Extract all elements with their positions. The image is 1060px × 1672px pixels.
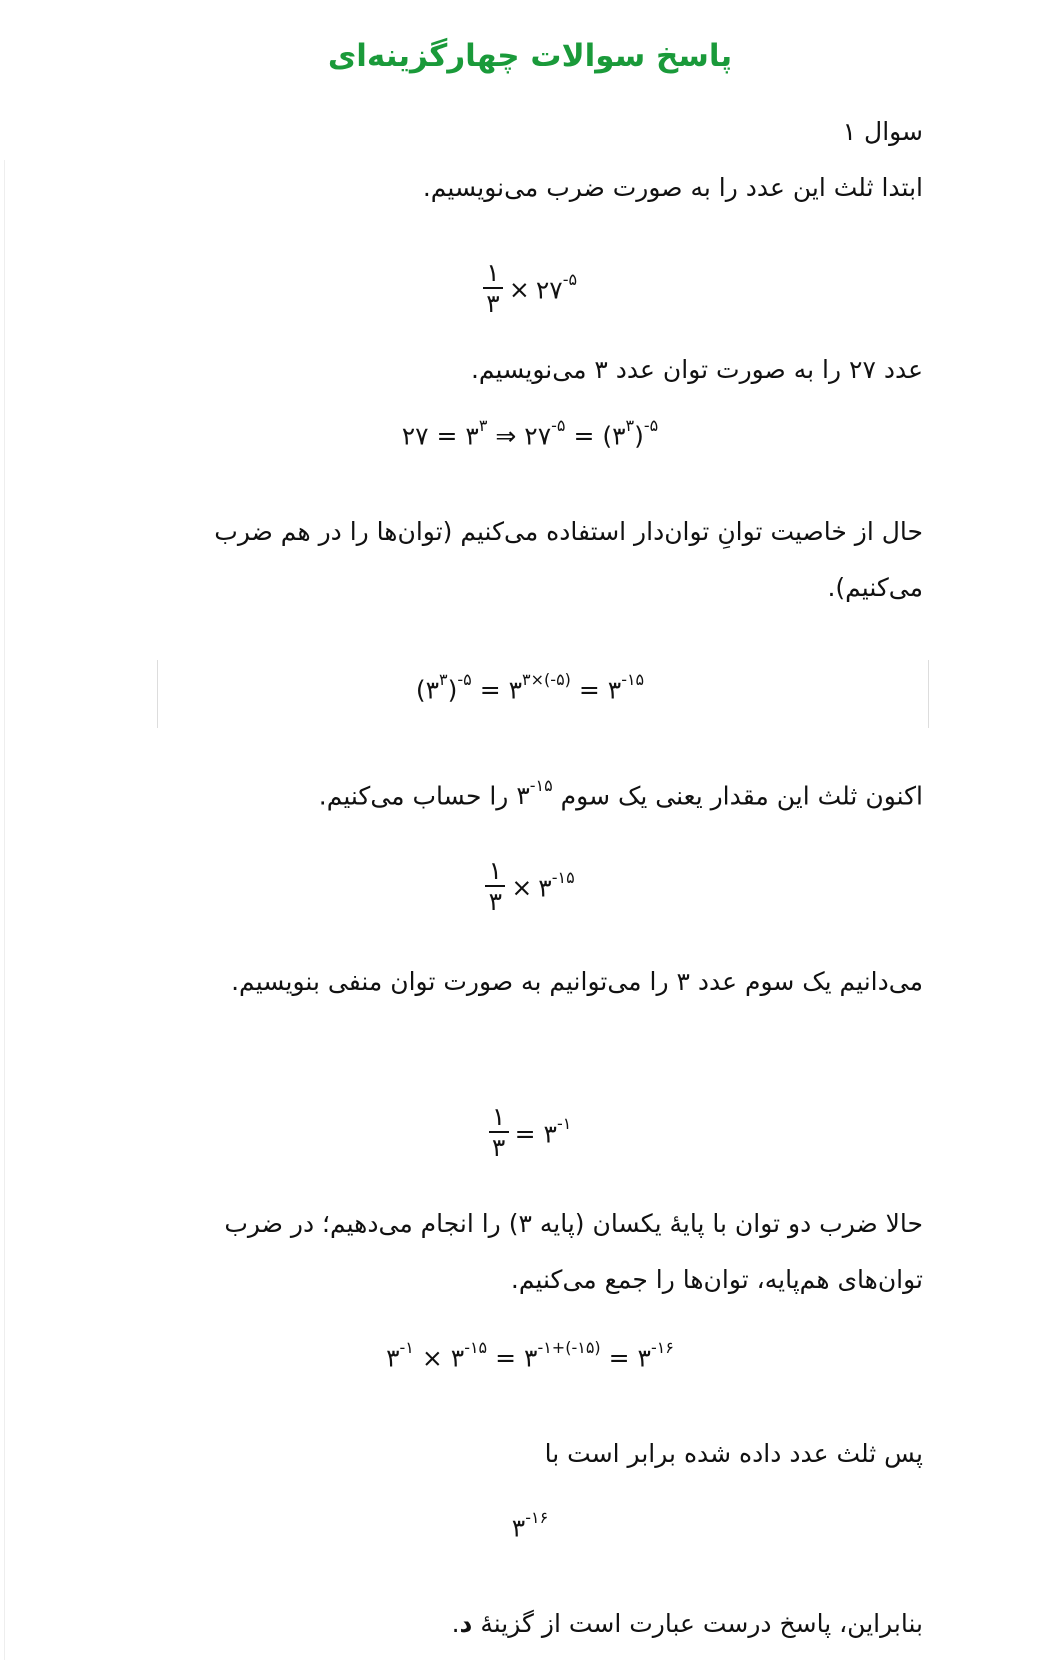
- fraction-one-third: $\frac{۱}{۳}$: [483, 259, 503, 319]
- step-5-text: می‌دانیم یک سوم عدد ۳ را می‌توانیم به صورت توان منفی بنویسیم.: [231, 967, 923, 996]
- equation-4: $\frac{۱}{۳}$ × $۳^{-۱۵}$: [0, 856, 1060, 917]
- step-4-text: اکنون ثلث این مقدار یعنی یک سوم $۳^{-۱۵}$ را حساب می‌کنیم.: [318, 776, 923, 811]
- result-value: $۳^{-۱۶}$: [511, 1508, 549, 1543]
- equation-3: $(۳^۳)^{-۵}$ = $۳^{۳\times(-۵)}$ = $۳^{-۱۵}$: [415, 670, 645, 705]
- answer-option: د: [459, 1609, 473, 1638]
- final-answer: بنابراین، پاسخ درست عبارت است از گزینهٔ د.: [451, 1609, 923, 1638]
- step-3-text: حال از خاصیت توانِ توان‌دار استفاده می‌کنیم (توان‌ها را در هم ضرب می‌کنیم).: [214, 517, 923, 602]
- step-7-text: پس ثلث عدد داده شده برابر است با: [544, 1439, 923, 1468]
- step-2-text: عدد ۲۷ را به صورت توان عدد ۳ می‌نویسیم.: [470, 355, 923, 384]
- question-label: سوال ۱: [842, 117, 923, 146]
- equation-1: $\frac{۱}{۳}$ × $۲۷^{-۵}$: [0, 258, 1060, 319]
- page-title: پاسخ سوالات چهارگزینه‌ای: [327, 38, 733, 74]
- fraction-one-third: $\frac{۱}{۳}$: [489, 1103, 509, 1163]
- equation-5: $\frac{۱}{۳}$ = $۳^{-۱}$: [0, 1102, 1060, 1163]
- step-6-text: حالا ضرب دو توان با پایهٔ یکسان (پایه ۳) را انجام می‌دهیم؛ در ضرب توان‌های هم‌پایه، توان‌ها را جمع می‌کنیم.: [224, 1209, 923, 1294]
- step-1-text: ابتدا ثلث این عدد را به صورت ضرب می‌نویسیم.: [422, 173, 923, 202]
- equation-6: $۳^{-۱}$ × $۳^{-۱۵}$ = $۳^{-۱+(-۱۵)}$ = $۳^{-۱۶}$: [386, 1338, 674, 1373]
- fraction-one-third: $\frac{۱}{۳}$: [485, 857, 505, 917]
- equation-2: ۲۷ = $۳^۳$ ⇒ $۲۷^{-۵}$ = $(۳^۳)^{-۵}$: [401, 416, 659, 451]
